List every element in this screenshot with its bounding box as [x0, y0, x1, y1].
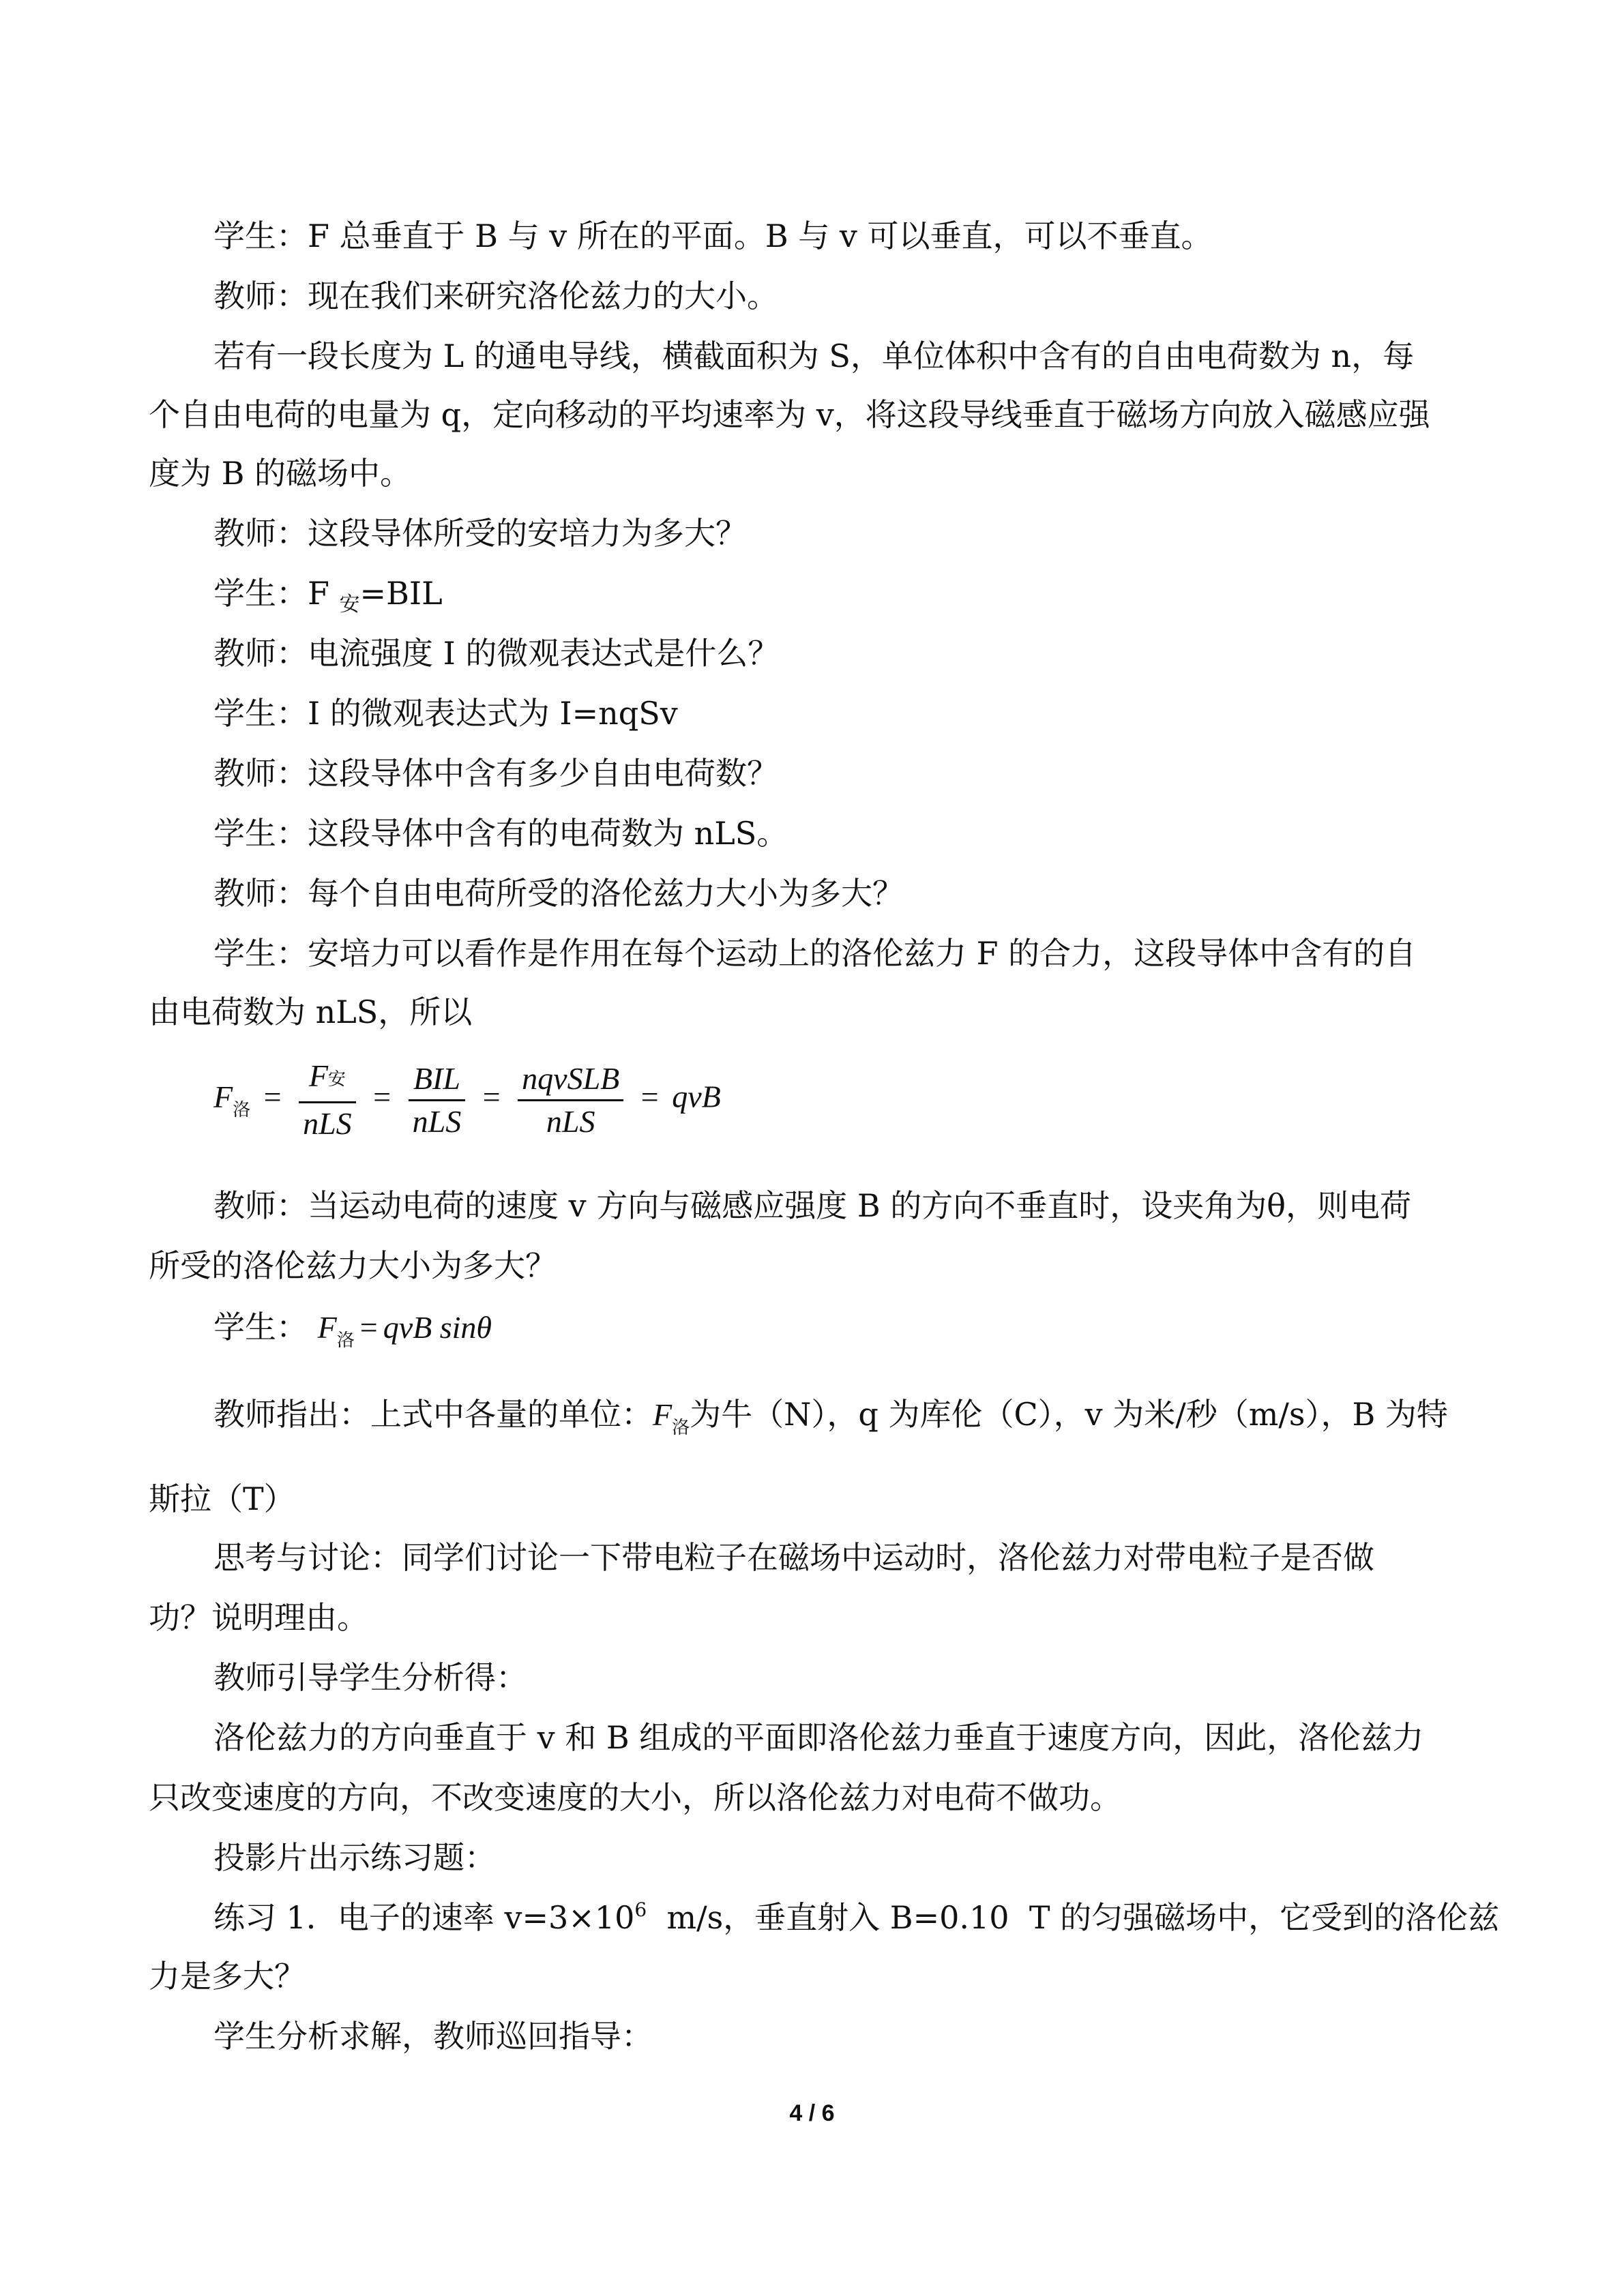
- equals-sign: =: [263, 1079, 282, 1114]
- equation-lorentz-angle: $F_洛$ = qvB sinθ: [317, 1310, 492, 1351]
- text-run: =BIL: [359, 575, 443, 612]
- paragraph-line: 教师引导学生分析得：: [213, 1659, 527, 1696]
- paragraph-line: 洛伦兹力的方向垂直于 v 和 B 组成的平面即洛伦兹力垂直于速度方向，因此，洛伦兹力: [213, 1719, 1424, 1756]
- fraction-1: $\frac{\text{F安}}{\text{nLS}}$: [299, 1056, 356, 1144]
- text-run: 为牛（N），q 为库伦（C），v 为米/秒（m/s），B 为特: [690, 1396, 1448, 1433]
- equals-sign: =: [640, 1079, 659, 1114]
- paragraph-line: [213, 1394, 1448, 1440]
- subscript: 安: [339, 593, 360, 616]
- paragraph-line: 教师：现在我们来研究洛伦兹力的大小。: [213, 278, 778, 314]
- paragraph-line: 教师：电流强度 I 的微观表达式是什么？: [213, 635, 780, 672]
- paragraph-line: 学生：I 的微观表达式为 I=nqSv: [213, 695, 678, 732]
- fraction-2: $\frac{\text{BIL}}{\text{nLS}}$: [409, 1058, 466, 1142]
- paragraph-line: 学生：F 总垂直于 B 与 v 所在的平面。B 与 v 可以垂直，可以不垂直。: [213, 218, 1213, 254]
- eq-lhs: $F_洛$: [213, 1079, 251, 1120]
- paragraph-line: [213, 1897, 1499, 1943]
- paragraph-line: 教师：每个自由电荷所受的洛伦兹力大小为多大？: [213, 875, 904, 912]
- fraction-3: $\frac{\text{nqvSLB}}{\text{nLS}}$: [518, 1058, 623, 1142]
- paragraph-line: 教师：这段导体中含有多少自由电荷数？: [213, 755, 778, 792]
- paragraph-line: 学生分析求解，教师巡回指导：: [213, 2018, 653, 2055]
- paragraph-line: 学生：这段导体中含有的电荷数为 nLS。: [213, 815, 788, 852]
- paragraph-line: 只改变速度的方向，不改变速度的大小，所以洛伦兹力对电荷不做功。: [149, 1779, 1121, 1816]
- text-run: 学生：F: [213, 575, 340, 612]
- text-run: 学生：: [213, 1309, 308, 1345]
- force-symbol: $F_洛$: [653, 1397, 690, 1438]
- paragraph-line: 个自由电荷的电量为 q，定向移动的平均速率为 v，将这段导线垂直于磁场方向放入磁感应强: [149, 396, 1430, 433]
- paragraph-line: 投影片出示练习题：: [213, 1839, 496, 1876]
- paragraph-line: 学生：安培力可以看作是作用在每个运动上的洛伦兹力 F 的合力，这段导体中含有的自: [213, 935, 1417, 972]
- eq-rhs: qvB: [672, 1079, 721, 1114]
- superscript: 6: [634, 1898, 647, 1921]
- text-run: 教师指出：上式中各量的单位：: [213, 1396, 653, 1433]
- equals-sign: =: [373, 1079, 392, 1114]
- equation-lorentz-derivation: [213, 1056, 721, 1144]
- paragraph-line: 教师：当运动电荷的速度 v 方向与磁感应强度 B 的方向不垂直时，设夹角为θ，则电荷: [213, 1187, 1411, 1224]
- paragraph-line: 斯拉（T）: [149, 1480, 295, 1517]
- paragraph-line: 由电荷数为 nLS，所以: [149, 994, 473, 1030]
- paragraph-line: 思考与讨论：同学们讨论一下带电粒子在磁场中运动时，洛伦兹力对带电粒子是否做: [213, 1539, 1374, 1576]
- text-run: 练习 1．电子的速率 v=3×10: [213, 1899, 635, 1936]
- paragraph-line: 若有一段长度为 L 的通电导线，横截面积为 S，单位体积中含有的自由电荷数为 n，每: [213, 338, 1415, 374]
- paragraph-line: 功？说明理由。: [149, 1599, 368, 1636]
- page-number: 4 / 6: [789, 2100, 835, 2126]
- text-run: m/s，垂直射入 B=0.10 T 的匀强磁场中，它受到的洛伦兹: [647, 1899, 1500, 1936]
- paragraph-line: 度为 B 的磁场中。: [149, 455, 412, 492]
- paragraph-line: 教师：这段导体所受的安培力为多大？: [213, 515, 747, 552]
- equals-sign: =: [482, 1079, 501, 1114]
- paragraph-line: 所受的洛伦兹力大小为多大？: [149, 1247, 557, 1284]
- paragraph-line: [213, 1307, 492, 1353]
- paragraph-line: 力是多大？: [149, 1958, 306, 1995]
- paragraph-line: [213, 573, 443, 618]
